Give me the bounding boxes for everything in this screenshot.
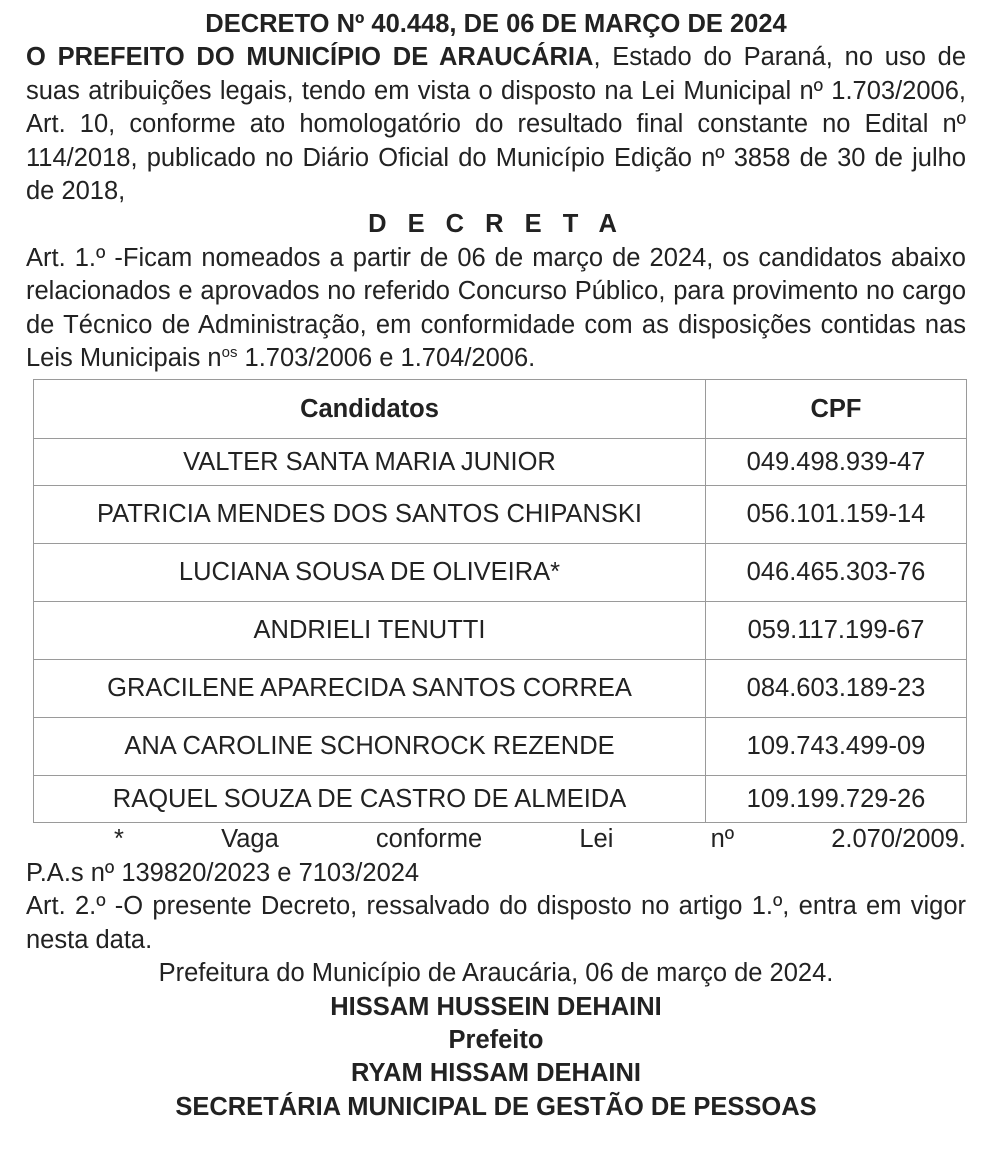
signatory-role: SECRETÁRIA MUNICIPAL DE GESTÃO DE PESSOAS <box>175 1092 817 1121</box>
candidate-cpf: 109.199.729-26 <box>706 776 967 823</box>
signatory-name: RYAM HISSAM DEHAINI <box>351 1059 641 1088</box>
table-row <box>34 660 967 718</box>
authority-name: O PREFEITO DO MUNICÍPIO DE ARAUCÁRIA <box>26 43 594 72</box>
table-row <box>34 718 967 776</box>
candidate-cpf: 109.743.499-09 <box>706 718 967 776</box>
footnote-word: nº <box>710 825 735 854</box>
table-row <box>34 776 967 823</box>
candidate-cpf: 059.117.199-67 <box>706 602 967 660</box>
candidate-name: VALTER SANTA MARIA JUNIOR <box>34 439 706 486</box>
decreta-heading: D E C R E T A <box>368 210 624 239</box>
candidates-table <box>33 379 967 823</box>
candidate-name: LUCIANA SOUSA DE OLIVEIRA* <box>34 544 706 602</box>
table-row <box>34 544 967 602</box>
article-1-text-end: 1.703/2006 e 1.704/2006. <box>237 344 536 373</box>
signatory-name: HISSAM HUSSEIN DEHAINI <box>330 992 662 1021</box>
candidate-name: RAQUEL SOUZA DE CASTRO DE ALMEIDA <box>34 776 706 823</box>
signatory-role: Prefeito <box>448 1025 544 1054</box>
article-1-text: Art. 1.º -Ficam nomeados a partir de 06 de março de 2024, os candidatos abaixo relacionados e aprovados no referido Concurso Público, para provimento no cargo de Técnico de Administração, em conformidade com as disposições contidas nas Leis Municipais n <box>26 243 966 373</box>
article-1 <box>26 242 966 376</box>
footnote-word: * <box>114 825 124 854</box>
article-1-superscript: os <box>221 344 238 362</box>
candidate-cpf: 046.465.303-76 <box>706 544 967 602</box>
candidate-name: GRACILENE APARECIDA SANTOS CORREA <box>34 660 706 718</box>
header-candidatos: Candidatos <box>34 380 706 439</box>
preamble-text: , Estado do Paraná, no uso de suas atribuições legais, tendo em vista o disposto na Lei Municipal nº 1.703/2006, Art. 10, conforme ato homologatório do resultado final constante no Edital nº 114/2018, publicado no Diário Oficial do Município Edição nº 3858 de 30 de julho de 2018, <box>26 43 967 206</box>
candidate-name: ANDRIELI TENUTTI <box>34 602 706 660</box>
candidate-name: PATRICIA MENDES DOS SANTOS CHIPANSKI <box>34 486 706 544</box>
candidate-cpf: 049.498.939-47 <box>706 439 967 486</box>
footnote-word: Lei <box>579 825 614 854</box>
header-cpf: CPF <box>706 380 967 439</box>
decree-title: DECRETO Nº 40.448, DE 06 DE MARÇO DE 2024 <box>205 10 787 38</box>
candidate-cpf: 084.603.189-23 <box>706 660 967 718</box>
process-numbers: P.A.s nº 139820/2023 e 7103/2024 <box>26 858 420 887</box>
table-row <box>34 439 967 486</box>
article-2: Art. 2.º -O presente Decreto, ressalvado do disposto no artigo 1.º, entra em vigor nesta data. <box>26 892 966 954</box>
candidate-name: ANA CAROLINE SCHONROCK REZENDE <box>34 718 706 776</box>
footnote-word: Vaga <box>221 825 279 854</box>
table-row <box>34 486 967 544</box>
place-date: Prefeitura do Município de Araucária, 06 de março de 2024. <box>158 959 834 988</box>
table-header-row <box>34 380 967 439</box>
footnote <box>26 823 966 856</box>
preamble-paragraph <box>26 41 966 208</box>
footnote-word: 2.070/2009. <box>831 825 966 854</box>
table-row <box>34 602 967 660</box>
candidate-cpf: 056.101.159-14 <box>706 486 967 544</box>
footnote-word: conforme <box>375 825 483 854</box>
